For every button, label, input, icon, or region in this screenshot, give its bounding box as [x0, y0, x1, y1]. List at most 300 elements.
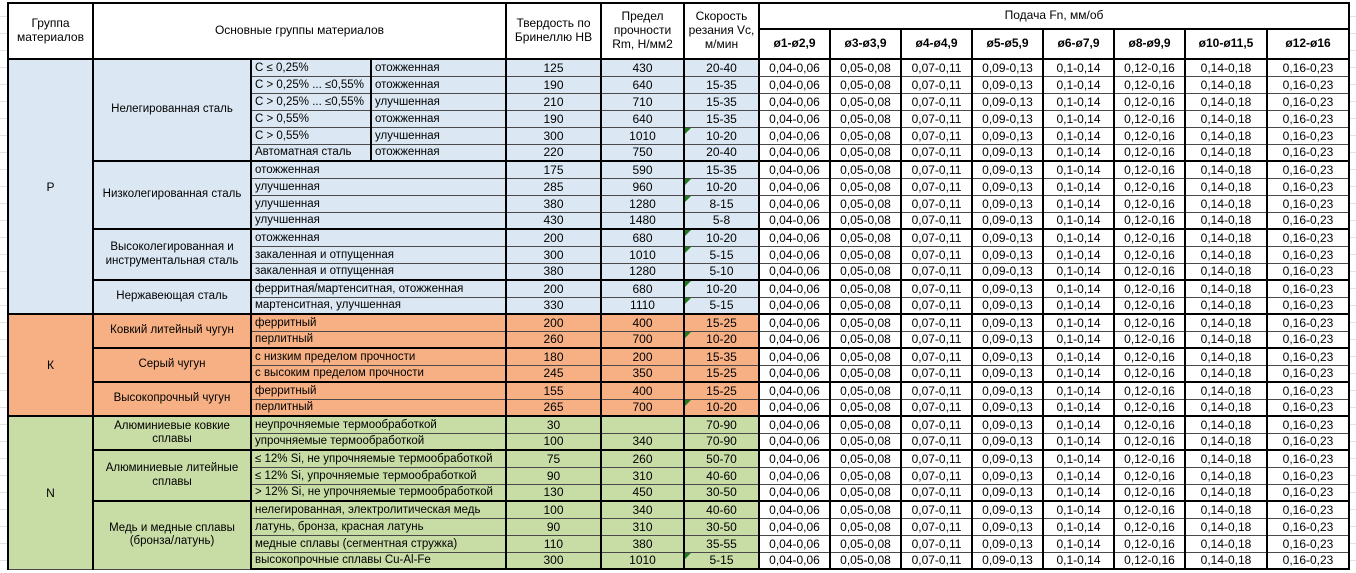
- feed-cell[interactable]: 0,05-0,08: [830, 127, 901, 144]
- feed-cell[interactable]: 0,12-0,16: [1114, 280, 1185, 297]
- feed-cell[interactable]: 0,09-0,13: [972, 535, 1043, 552]
- feed-cell[interactable]: 0,07-0,11: [901, 195, 972, 212]
- feed-cell[interactable]: 0,05-0,08: [830, 246, 901, 263]
- cutting-speed-cell[interactable]: 10-20: [684, 399, 759, 416]
- cutting-speed-cell[interactable]: 30-50: [684, 484, 759, 501]
- cutting-speed-cell[interactable]: 20-40: [684, 144, 759, 161]
- feed-cell[interactable]: 0,05-0,08: [830, 484, 901, 501]
- feed-cell[interactable]: 0,05-0,08: [830, 314, 901, 331]
- strength-cell[interactable]: 1010: [601, 127, 684, 144]
- feed-cell[interactable]: 0,09-0,13: [972, 93, 1043, 110]
- feed-cell[interactable]: 0,1-0,14: [1043, 246, 1114, 263]
- hardness-cell[interactable]: 190: [506, 110, 601, 127]
- material-detail-cell[interactable]: высокопрочные сплавы Cu-Al-Fe: [251, 552, 506, 569]
- feed-cell[interactable]: 0,09-0,13: [972, 59, 1043, 76]
- feed-cell[interactable]: 0,04-0,06: [759, 484, 830, 501]
- material-detail-cell[interactable]: ферритный: [251, 314, 506, 331]
- feed-cell[interactable]: 0,07-0,11: [901, 433, 972, 450]
- cutting-speed-cell[interactable]: 15-35: [684, 76, 759, 93]
- feed-cell[interactable]: 0,09-0,13: [972, 348, 1043, 365]
- header-feed-diameter-6[interactable]: ø8-ø9,9: [1114, 29, 1185, 59]
- hardness-cell[interactable]: 285: [506, 178, 601, 195]
- cutting-speed-cell[interactable]: 30-50: [684, 518, 759, 535]
- feed-cell[interactable]: 0,12-0,16: [1114, 501, 1185, 518]
- feed-cell[interactable]: 0,14-0,18: [1185, 127, 1267, 144]
- feed-cell[interactable]: 0,1-0,14: [1043, 76, 1114, 93]
- cutting-speed-cell[interactable]: 10-20: [684, 178, 759, 195]
- feed-cell[interactable]: 0,05-0,08: [830, 535, 901, 552]
- feed-cell[interactable]: 0,07-0,11: [901, 535, 972, 552]
- composition-cell[interactable]: С ≤ 0,25%: [251, 59, 371, 76]
- hardness-cell[interactable]: 430: [506, 212, 601, 229]
- feed-cell[interactable]: 0,05-0,08: [830, 331, 901, 348]
- strength-cell[interactable]: 1110: [601, 297, 684, 314]
- material-detail-cell[interactable]: улучшенная: [251, 195, 506, 212]
- feed-cell[interactable]: 0,12-0,16: [1114, 416, 1185, 433]
- cutting-speed-cell[interactable]: 5-8: [684, 212, 759, 229]
- treatment-state-cell[interactable]: отожженная: [371, 144, 506, 161]
- feed-cell[interactable]: 0,07-0,11: [901, 348, 972, 365]
- feed-cell[interactable]: 0,07-0,11: [901, 229, 972, 246]
- feed-cell[interactable]: 0,16-0,23: [1267, 110, 1349, 127]
- feed-cell[interactable]: 0,14-0,18: [1185, 144, 1267, 161]
- feed-cell[interactable]: 0,16-0,23: [1267, 450, 1349, 467]
- treatment-state-cell[interactable]: отожженная: [371, 110, 506, 127]
- hardness-cell[interactable]: 330: [506, 297, 601, 314]
- feed-cell[interactable]: 0,1-0,14: [1043, 110, 1114, 127]
- feed-cell[interactable]: 0,07-0,11: [901, 127, 972, 144]
- feed-cell[interactable]: 0,09-0,13: [972, 161, 1043, 178]
- feed-cell[interactable]: 0,1-0,14: [1043, 416, 1114, 433]
- material-detail-cell[interactable]: закаленная и отпущенная: [251, 246, 506, 263]
- cutting-speed-cell[interactable]: 50-70: [684, 450, 759, 467]
- cutting-speed-cell[interactable]: 15-25: [684, 382, 759, 399]
- material-detail-cell[interactable]: перлитный: [251, 331, 506, 348]
- feed-cell[interactable]: 0,09-0,13: [972, 297, 1043, 314]
- hardness-cell[interactable]: 130: [506, 484, 601, 501]
- feed-cell[interactable]: 0,04-0,06: [759, 501, 830, 518]
- strength-cell[interactable]: 340: [601, 501, 684, 518]
- hardness-cell[interactable]: 125: [506, 59, 601, 76]
- group-letter-cell[interactable]: К: [8, 314, 93, 416]
- cutting-speed-cell[interactable]: 15-25: [684, 365, 759, 382]
- hardness-cell[interactable]: 300: [506, 127, 601, 144]
- feed-cell[interactable]: 0,16-0,23: [1267, 314, 1349, 331]
- feed-cell[interactable]: 0,16-0,23: [1267, 348, 1349, 365]
- feed-cell[interactable]: 0,12-0,16: [1114, 127, 1185, 144]
- feed-cell[interactable]: 0,07-0,11: [901, 297, 972, 314]
- feed-cell[interactable]: 0,04-0,06: [759, 314, 830, 331]
- strength-cell[interactable]: 750: [601, 144, 684, 161]
- feed-cell[interactable]: 0,04-0,06: [759, 331, 830, 348]
- feed-cell[interactable]: 0,12-0,16: [1114, 331, 1185, 348]
- feed-cell[interactable]: 0,09-0,13: [972, 246, 1043, 263]
- cutting-speed-cell[interactable]: 40-60: [684, 501, 759, 518]
- feed-cell[interactable]: 0,04-0,06: [759, 297, 830, 314]
- hardness-cell[interactable]: 200: [506, 314, 601, 331]
- feed-cell[interactable]: 0,16-0,23: [1267, 93, 1349, 110]
- feed-cell[interactable]: 0,07-0,11: [901, 59, 972, 76]
- feed-cell[interactable]: 0,04-0,06: [759, 467, 830, 484]
- header-brinell-hardness[interactable]: Твердость по Бринеллю HB: [506, 3, 601, 59]
- feed-cell[interactable]: 0,09-0,13: [972, 314, 1043, 331]
- feed-cell[interactable]: 0,16-0,23: [1267, 127, 1349, 144]
- feed-cell[interactable]: 0,16-0,23: [1267, 280, 1349, 297]
- feed-cell[interactable]: 0,04-0,06: [759, 450, 830, 467]
- feed-cell[interactable]: 0,1-0,14: [1043, 399, 1114, 416]
- strength-cell[interactable]: 260: [601, 450, 684, 467]
- feed-cell[interactable]: 0,04-0,06: [759, 178, 830, 195]
- feed-cell[interactable]: 0,05-0,08: [830, 178, 901, 195]
- feed-cell[interactable]: 0,14-0,18: [1185, 314, 1267, 331]
- feed-cell[interactable]: 0,1-0,14: [1043, 93, 1114, 110]
- feed-cell[interactable]: 0,07-0,11: [901, 161, 972, 178]
- hardness-cell[interactable]: 180: [506, 348, 601, 365]
- feed-cell[interactable]: 0,14-0,18: [1185, 297, 1267, 314]
- feed-cell[interactable]: 0,1-0,14: [1043, 127, 1114, 144]
- feed-cell[interactable]: 0,12-0,16: [1114, 246, 1185, 263]
- feed-cell[interactable]: 0,04-0,06: [759, 59, 830, 76]
- feed-cell[interactable]: 0,12-0,16: [1114, 433, 1185, 450]
- feed-cell[interactable]: 0,07-0,11: [901, 365, 972, 382]
- feed-cell[interactable]: 0,04-0,06: [759, 144, 830, 161]
- cutting-speed-cell[interactable]: 15-35: [684, 348, 759, 365]
- strength-cell[interactable]: 960: [601, 178, 684, 195]
- feed-cell[interactable]: 0,04-0,06: [759, 280, 830, 297]
- feed-cell[interactable]: 0,1-0,14: [1043, 535, 1114, 552]
- cutting-speed-cell[interactable]: 10-20: [684, 280, 759, 297]
- subgroup-name-cell[interactable]: Медь и медные сплавы (бронза/латунь): [93, 501, 251, 569]
- feed-cell[interactable]: 0,12-0,16: [1114, 212, 1185, 229]
- treatment-state-cell[interactable]: отожженная: [371, 59, 506, 76]
- header-feed-diameter-2[interactable]: ø3-ø3,9: [830, 29, 901, 59]
- feed-cell[interactable]: 0,07-0,11: [901, 178, 972, 195]
- feed-cell[interactable]: 0,09-0,13: [972, 450, 1043, 467]
- feed-cell[interactable]: 0,16-0,23: [1267, 195, 1349, 212]
- feed-cell[interactable]: 0,14-0,18: [1185, 433, 1267, 450]
- feed-cell[interactable]: 0,05-0,08: [830, 59, 901, 76]
- group-letter-cell[interactable]: N: [8, 416, 93, 569]
- feed-cell[interactable]: 0,14-0,18: [1185, 365, 1267, 382]
- feed-cell[interactable]: 0,16-0,23: [1267, 59, 1349, 76]
- cutting-speed-cell[interactable]: 15-35: [684, 93, 759, 110]
- material-detail-cell[interactable]: > 12% Si, не упрочняемые термообработкой: [251, 484, 506, 501]
- feed-cell[interactable]: 0,04-0,06: [759, 93, 830, 110]
- feed-cell[interactable]: 0,14-0,18: [1185, 382, 1267, 399]
- feed-cell[interactable]: 0,05-0,08: [830, 365, 901, 382]
- feed-cell[interactable]: 0,14-0,18: [1185, 195, 1267, 212]
- feed-cell[interactable]: 0,04-0,06: [759, 416, 830, 433]
- feed-cell[interactable]: 0,05-0,08: [830, 501, 901, 518]
- hardness-cell[interactable]: 200: [506, 229, 601, 246]
- feed-cell[interactable]: 0,05-0,08: [830, 450, 901, 467]
- feed-cell[interactable]: 0,09-0,13: [972, 467, 1043, 484]
- feed-cell[interactable]: 0,04-0,06: [759, 399, 830, 416]
- cutting-speed-cell[interactable]: 20-40: [684, 59, 759, 76]
- header-cutting-speed[interactable]: Скорость резания Vc, м/мин: [684, 3, 759, 59]
- feed-cell[interactable]: 0,07-0,11: [901, 110, 972, 127]
- feed-cell[interactable]: 0,04-0,06: [759, 365, 830, 382]
- header-material-group[interactable]: Группа материалов: [8, 3, 93, 59]
- feed-cell[interactable]: 0,1-0,14: [1043, 314, 1114, 331]
- strength-cell[interactable]: 450: [601, 484, 684, 501]
- feed-cell[interactable]: 0,04-0,06: [759, 552, 830, 569]
- material-detail-cell[interactable]: улучшенная: [251, 212, 506, 229]
- cutting-speed-cell[interactable]: 5-15: [684, 552, 759, 569]
- feed-cell[interactable]: 0,1-0,14: [1043, 484, 1114, 501]
- header-feed-diameter-7[interactable]: ø10-ø11,5: [1185, 29, 1267, 59]
- strength-cell[interactable]: 640: [601, 110, 684, 127]
- subgroup-name-cell[interactable]: Высокопрочный чугун: [93, 382, 251, 416]
- feed-cell[interactable]: 0,1-0,14: [1043, 382, 1114, 399]
- feed-cell[interactable]: 0,1-0,14: [1043, 501, 1114, 518]
- feed-cell[interactable]: 0,09-0,13: [972, 518, 1043, 535]
- header-feed-diameter-1[interactable]: ø1-ø2,9: [759, 29, 830, 59]
- feed-cell[interactable]: 0,05-0,08: [830, 110, 901, 127]
- feed-cell[interactable]: 0,14-0,18: [1185, 552, 1267, 569]
- feed-cell[interactable]: 0,09-0,13: [972, 178, 1043, 195]
- feed-cell[interactable]: 0,04-0,06: [759, 518, 830, 535]
- feed-cell[interactable]: 0,04-0,06: [759, 76, 830, 93]
- feed-cell[interactable]: 0,16-0,23: [1267, 246, 1349, 263]
- strength-cell[interactable]: 200: [601, 348, 684, 365]
- feed-cell[interactable]: 0,09-0,13: [972, 229, 1043, 246]
- material-detail-cell[interactable]: отожженная: [251, 229, 506, 246]
- feed-cell[interactable]: 0,16-0,23: [1267, 297, 1349, 314]
- strength-cell[interactable]: 380: [601, 535, 684, 552]
- feed-cell[interactable]: 0,14-0,18: [1185, 93, 1267, 110]
- feed-cell[interactable]: 0,05-0,08: [830, 416, 901, 433]
- cutting-speed-cell[interactable]: 5-15: [684, 297, 759, 314]
- feed-cell[interactable]: 0,07-0,11: [901, 416, 972, 433]
- header-feed-diameter-4[interactable]: ø5-ø5,9: [972, 29, 1043, 59]
- feed-cell[interactable]: 0,09-0,13: [972, 501, 1043, 518]
- cutting-speed-cell[interactable]: 10-20: [684, 127, 759, 144]
- feed-cell[interactable]: 0,14-0,18: [1185, 535, 1267, 552]
- strength-cell[interactable]: 400: [601, 314, 684, 331]
- feed-cell[interactable]: 0,16-0,23: [1267, 365, 1349, 382]
- feed-cell[interactable]: 0,16-0,23: [1267, 331, 1349, 348]
- feed-cell[interactable]: 0,04-0,06: [759, 195, 830, 212]
- strength-cell[interactable]: 1010: [601, 552, 684, 569]
- feed-cell[interactable]: 0,09-0,13: [972, 433, 1043, 450]
- material-detail-cell[interactable]: перлитный: [251, 399, 506, 416]
- feed-cell[interactable]: 0,12-0,16: [1114, 365, 1185, 382]
- strength-cell[interactable]: 680: [601, 280, 684, 297]
- strength-cell[interactable]: 710: [601, 93, 684, 110]
- feed-cell[interactable]: 0,16-0,23: [1267, 467, 1349, 484]
- feed-cell[interactable]: 0,07-0,11: [901, 246, 972, 263]
- feed-cell[interactable]: 0,1-0,14: [1043, 280, 1114, 297]
- cutting-speed-cell[interactable]: 15-35: [684, 110, 759, 127]
- feed-cell[interactable]: 0,1-0,14: [1043, 552, 1114, 569]
- subgroup-name-cell[interactable]: Нержавеющая сталь: [93, 280, 251, 314]
- feed-cell[interactable]: 0,1-0,14: [1043, 161, 1114, 178]
- feed-cell[interactable]: 0,09-0,13: [972, 331, 1043, 348]
- feed-cell[interactable]: 0,12-0,16: [1114, 552, 1185, 569]
- header-feed-diameter-5[interactable]: ø6-ø7,9: [1043, 29, 1114, 59]
- feed-cell[interactable]: 0,09-0,13: [972, 382, 1043, 399]
- hardness-cell[interactable]: 245: [506, 365, 601, 382]
- feed-cell[interactable]: 0,12-0,16: [1114, 314, 1185, 331]
- feed-cell[interactable]: 0,14-0,18: [1185, 263, 1267, 280]
- feed-cell[interactable]: 0,07-0,11: [901, 501, 972, 518]
- feed-cell[interactable]: 0,14-0,18: [1185, 450, 1267, 467]
- feed-cell[interactable]: 0,14-0,18: [1185, 416, 1267, 433]
- strength-cell[interactable]: 1010: [601, 246, 684, 263]
- feed-cell[interactable]: 0,09-0,13: [972, 280, 1043, 297]
- feed-cell[interactable]: 0,05-0,08: [830, 518, 901, 535]
- feed-cell[interactable]: 0,07-0,11: [901, 212, 972, 229]
- hardness-cell[interactable]: 175: [506, 161, 601, 178]
- hardness-cell[interactable]: 265: [506, 399, 601, 416]
- feed-cell[interactable]: 0,05-0,08: [830, 195, 901, 212]
- feed-cell[interactable]: 0,09-0,13: [972, 212, 1043, 229]
- material-detail-cell[interactable]: с высоким пределом прочности: [251, 365, 506, 382]
- cutting-speed-cell[interactable]: 70-90: [684, 433, 759, 450]
- feed-cell[interactable]: 0,04-0,06: [759, 212, 830, 229]
- subgroup-name-cell[interactable]: Ковкий литейный чугун: [93, 314, 251, 348]
- feed-cell[interactable]: 0,12-0,16: [1114, 535, 1185, 552]
- feed-cell[interactable]: 0,09-0,13: [972, 399, 1043, 416]
- cutting-speed-cell[interactable]: 5-10: [684, 263, 759, 280]
- feed-cell[interactable]: 0,04-0,06: [759, 348, 830, 365]
- treatment-state-cell[interactable]: улучшенная: [371, 127, 506, 144]
- feed-cell[interactable]: 0,12-0,16: [1114, 195, 1185, 212]
- feed-cell[interactable]: 0,12-0,16: [1114, 93, 1185, 110]
- feed-cell[interactable]: 0,12-0,16: [1114, 467, 1185, 484]
- strength-cell[interactable]: 430: [601, 59, 684, 76]
- feed-cell[interactable]: 0,16-0,23: [1267, 263, 1349, 280]
- feed-cell[interactable]: 0,14-0,18: [1185, 280, 1267, 297]
- hardness-cell[interactable]: 155: [506, 382, 601, 399]
- material-detail-cell[interactable]: ферритный: [251, 382, 506, 399]
- feed-cell[interactable]: 0,14-0,18: [1185, 246, 1267, 263]
- material-detail-cell[interactable]: улучшенная: [251, 178, 506, 195]
- subgroup-name-cell[interactable]: Алюминиевые литейные сплавы: [93, 450, 251, 501]
- feed-cell[interactable]: 0,05-0,08: [830, 144, 901, 161]
- strength-cell[interactable]: 640: [601, 76, 684, 93]
- feed-cell[interactable]: 0,14-0,18: [1185, 178, 1267, 195]
- feed-cell[interactable]: 0,1-0,14: [1043, 467, 1114, 484]
- feed-cell[interactable]: 0,05-0,08: [830, 297, 901, 314]
- subgroup-name-cell[interactable]: Высоколегированная и инструментальная сталь: [93, 229, 251, 280]
- cutting-speed-cell[interactable]: 35-55: [684, 535, 759, 552]
- feed-cell[interactable]: 0,09-0,13: [972, 195, 1043, 212]
- feed-cell[interactable]: 0,16-0,23: [1267, 178, 1349, 195]
- material-detail-cell[interactable]: отожженная: [251, 161, 506, 178]
- feed-cell[interactable]: 0,12-0,16: [1114, 59, 1185, 76]
- feed-cell[interactable]: 0,07-0,11: [901, 314, 972, 331]
- subgroup-name-cell[interactable]: Серый чугун: [93, 348, 251, 382]
- strength-cell[interactable]: 350: [601, 365, 684, 382]
- feed-cell[interactable]: 0,12-0,16: [1114, 382, 1185, 399]
- feed-cell[interactable]: 0,04-0,06: [759, 433, 830, 450]
- feed-cell[interactable]: 0,05-0,08: [830, 382, 901, 399]
- feed-cell[interactable]: 0,1-0,14: [1043, 348, 1114, 365]
- feed-cell[interactable]: 0,04-0,06: [759, 263, 830, 280]
- feed-cell[interactable]: 0,1-0,14: [1043, 263, 1114, 280]
- strength-cell[interactable]: 590: [601, 161, 684, 178]
- feed-cell[interactable]: 0,12-0,16: [1114, 110, 1185, 127]
- feed-cell[interactable]: 0,07-0,11: [901, 518, 972, 535]
- feed-cell[interactable]: 0,16-0,23: [1267, 76, 1349, 93]
- feed-cell[interactable]: 0,14-0,18: [1185, 501, 1267, 518]
- treatment-state-cell[interactable]: улучшенная: [371, 93, 506, 110]
- cutting-speed-cell[interactable]: 40-60: [684, 467, 759, 484]
- feed-cell[interactable]: 0,09-0,13: [972, 144, 1043, 161]
- feed-cell[interactable]: 0,04-0,06: [759, 382, 830, 399]
- feed-cell[interactable]: 0,14-0,18: [1185, 484, 1267, 501]
- hardness-cell[interactable]: 220: [506, 144, 601, 161]
- feed-cell[interactable]: 0,1-0,14: [1043, 59, 1114, 76]
- feed-cell[interactable]: 0,04-0,06: [759, 246, 830, 263]
- material-detail-cell[interactable]: латунь, бронза, красная латунь: [251, 518, 506, 535]
- feed-cell[interactable]: 0,14-0,18: [1185, 348, 1267, 365]
- feed-cell[interactable]: 0,14-0,18: [1185, 76, 1267, 93]
- feed-cell[interactable]: 0,12-0,16: [1114, 178, 1185, 195]
- feed-cell[interactable]: 0,07-0,11: [901, 484, 972, 501]
- feed-cell[interactable]: 0,14-0,18: [1185, 212, 1267, 229]
- feed-cell[interactable]: 0,16-0,23: [1267, 382, 1349, 399]
- feed-cell[interactable]: 0,07-0,11: [901, 76, 972, 93]
- hardness-cell[interactable]: 380: [506, 195, 601, 212]
- feed-cell[interactable]: 0,16-0,23: [1267, 161, 1349, 178]
- feed-cell[interactable]: 0,1-0,14: [1043, 365, 1114, 382]
- feed-cell[interactable]: 0,04-0,06: [759, 110, 830, 127]
- hardness-cell[interactable]: 100: [506, 433, 601, 450]
- feed-cell[interactable]: 0,05-0,08: [830, 93, 901, 110]
- hardness-cell[interactable]: 210: [506, 93, 601, 110]
- strength-cell[interactable]: 400: [601, 382, 684, 399]
- cutting-speed-cell[interactable]: 10-20: [684, 229, 759, 246]
- strength-cell[interactable]: [601, 416, 684, 433]
- feed-cell[interactable]: 0,16-0,23: [1267, 144, 1349, 161]
- feed-cell[interactable]: 0,05-0,08: [830, 348, 901, 365]
- header-feed[interactable]: Подача Fn, мм/об: [759, 3, 1349, 29]
- feed-cell[interactable]: 0,1-0,14: [1043, 450, 1114, 467]
- hardness-cell[interactable]: 300: [506, 246, 601, 263]
- hardness-cell[interactable]: 200: [506, 280, 601, 297]
- feed-cell[interactable]: 0,07-0,11: [901, 450, 972, 467]
- composition-cell[interactable]: С > 0,55%: [251, 127, 371, 144]
- cutting-speed-cell[interactable]: 5-15: [684, 246, 759, 263]
- feed-cell[interactable]: 0,07-0,11: [901, 331, 972, 348]
- feed-cell[interactable]: 0,04-0,06: [759, 535, 830, 552]
- feed-cell[interactable]: 0,1-0,14: [1043, 178, 1114, 195]
- header-feed-diameter-8[interactable]: ø12-ø16: [1267, 29, 1349, 59]
- cutting-speed-cell[interactable]: 15-35: [684, 161, 759, 178]
- feed-cell[interactable]: 0,16-0,23: [1267, 501, 1349, 518]
- feed-cell[interactable]: 0,09-0,13: [972, 365, 1043, 382]
- material-detail-cell[interactable]: медные сплавы (сегментная стружка): [251, 535, 506, 552]
- feed-cell[interactable]: 0,16-0,23: [1267, 552, 1349, 569]
- feed-cell[interactable]: 0,14-0,18: [1185, 331, 1267, 348]
- composition-cell[interactable]: С > 0,25% ... ≤0,55%: [251, 76, 371, 93]
- feed-cell[interactable]: 0,12-0,16: [1114, 161, 1185, 178]
- feed-cell[interactable]: 0,05-0,08: [830, 229, 901, 246]
- feed-cell[interactable]: 0,12-0,16: [1114, 76, 1185, 93]
- feed-cell[interactable]: 0,12-0,16: [1114, 297, 1185, 314]
- feed-cell[interactable]: 0,1-0,14: [1043, 433, 1114, 450]
- group-letter-cell[interactable]: P: [8, 59, 93, 314]
- feed-cell[interactable]: 0,04-0,06: [759, 229, 830, 246]
- material-detail-cell[interactable]: с низким пределом прочности: [251, 348, 506, 365]
- feed-cell[interactable]: 0,05-0,08: [830, 433, 901, 450]
- feed-cell[interactable]: 0,07-0,11: [901, 93, 972, 110]
- feed-cell[interactable]: 0,09-0,13: [972, 552, 1043, 569]
- feed-cell[interactable]: 0,12-0,16: [1114, 144, 1185, 161]
